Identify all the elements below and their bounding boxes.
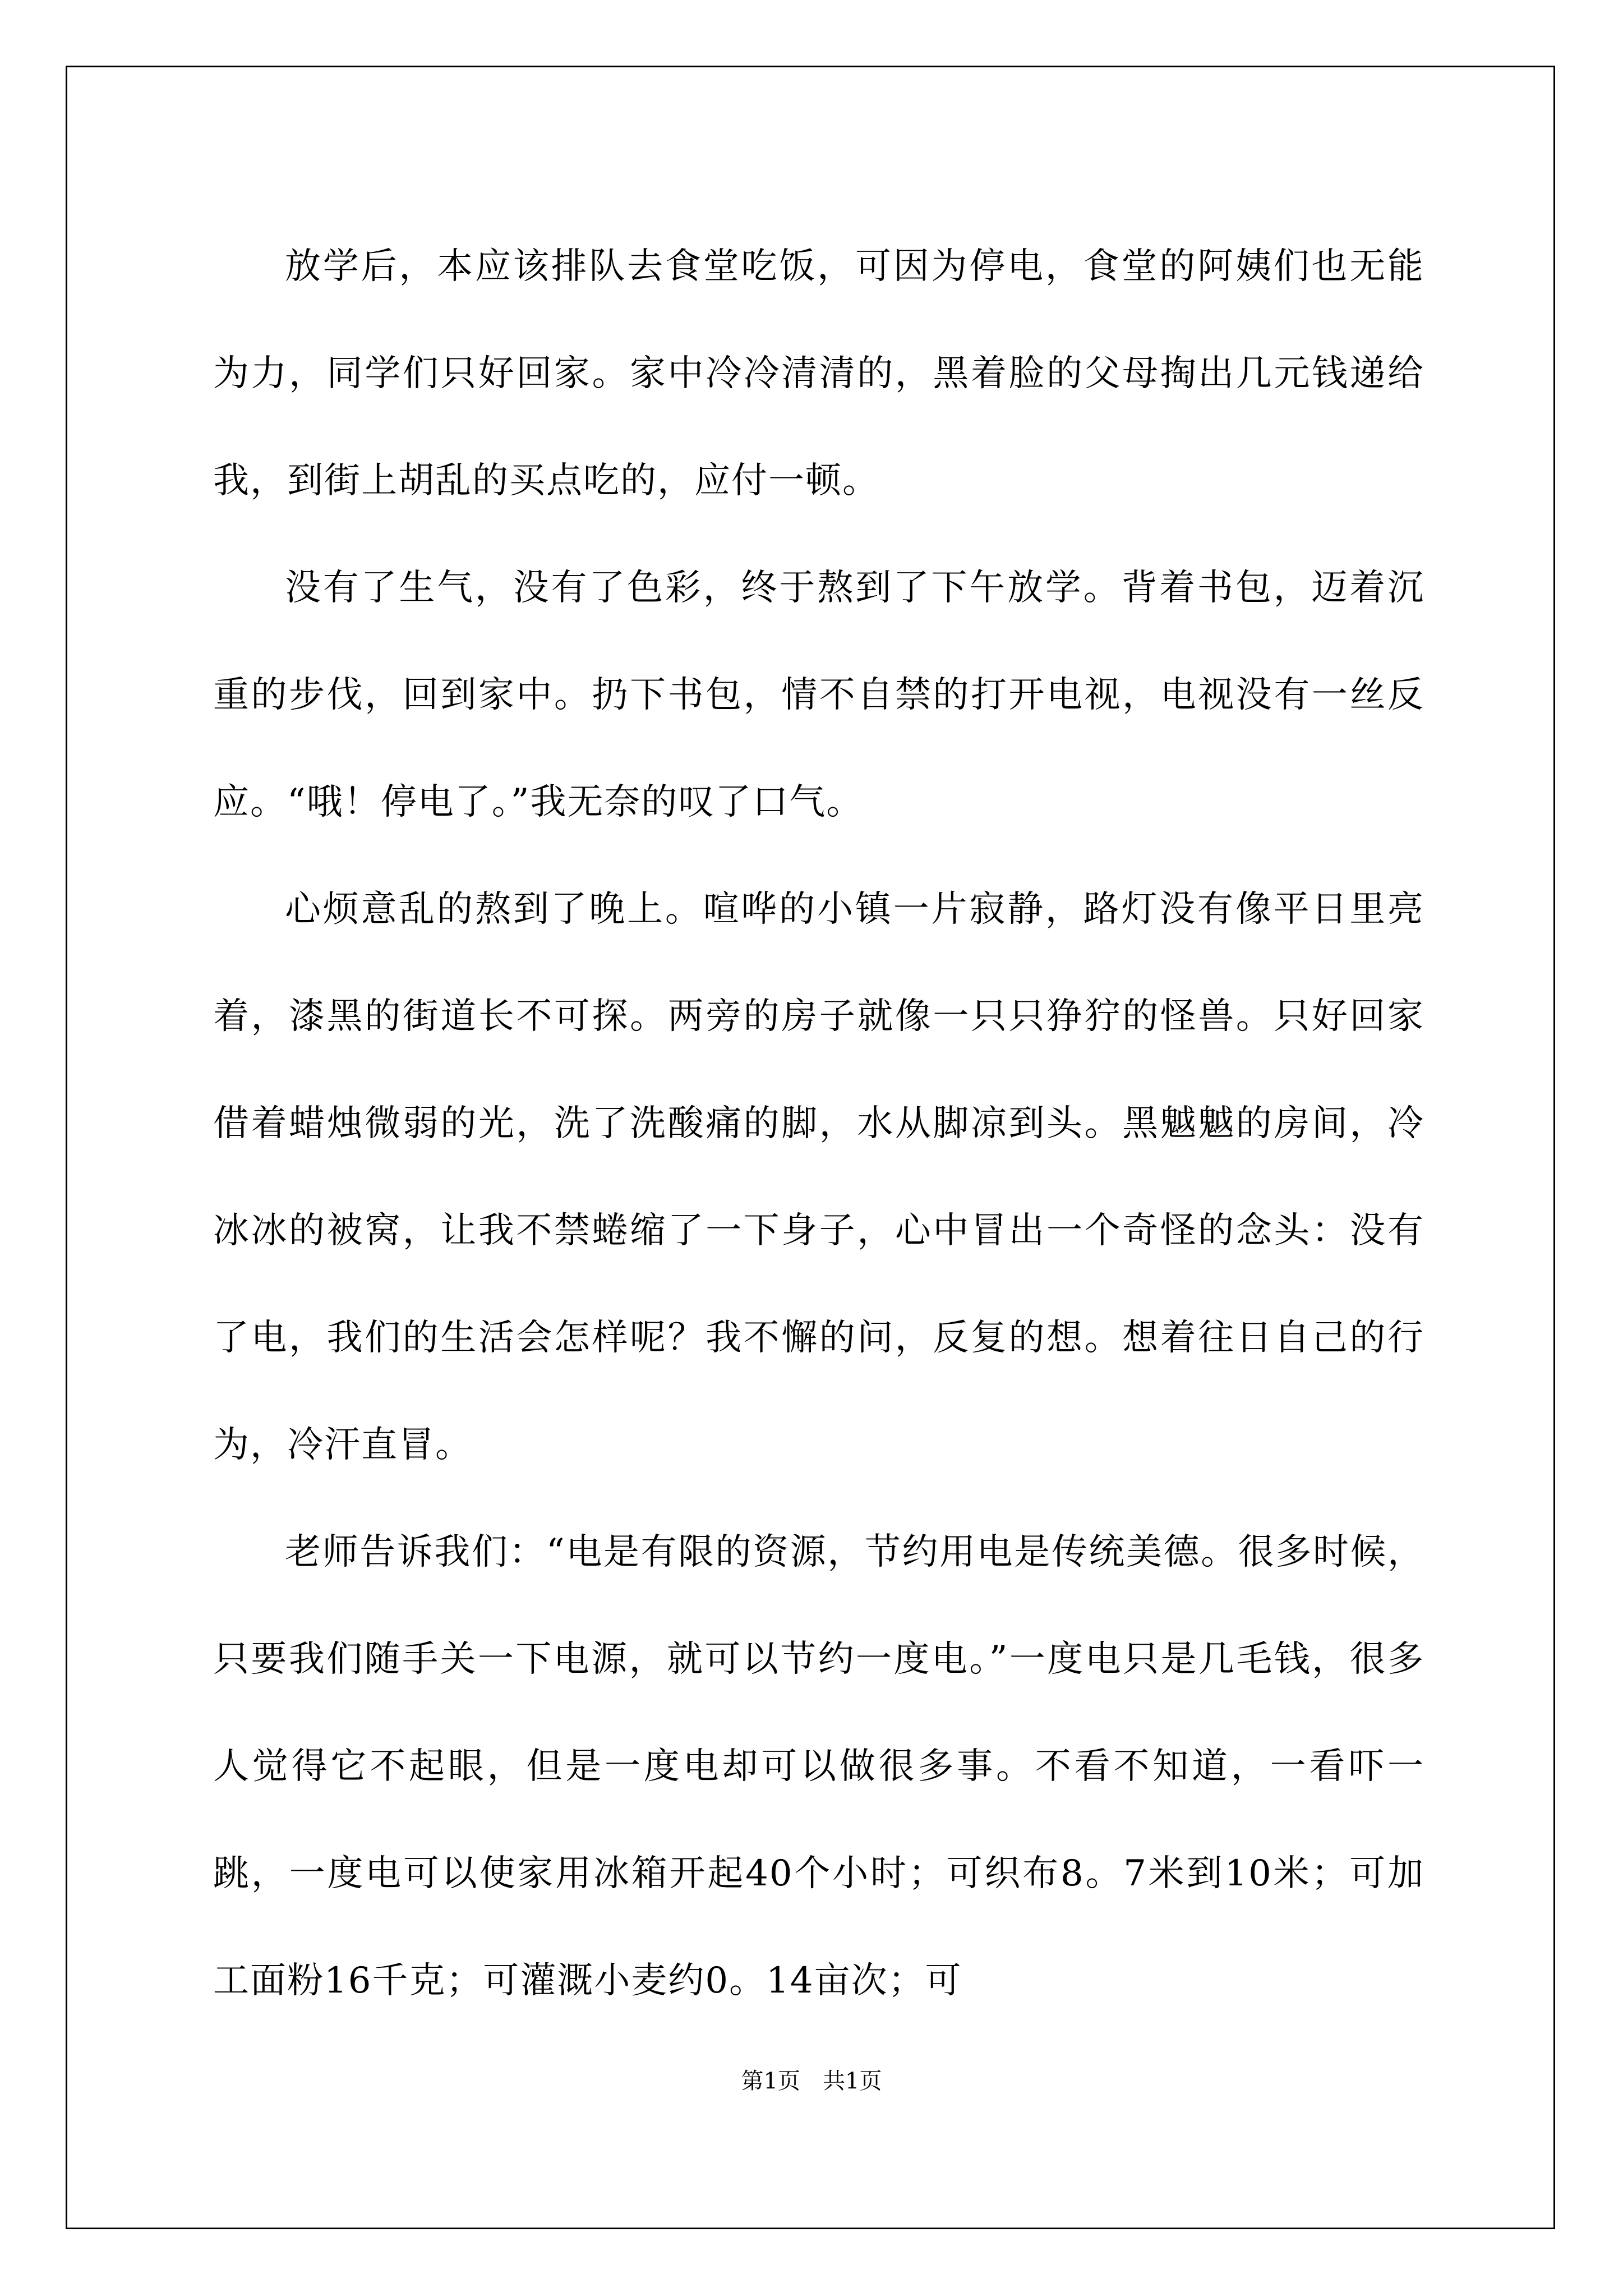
paragraph-3: 心烦意乱的熬到了晚上。喧哗的小镇一片寂静，路灯没有像平日里亮着，漆黑的街道长不可探。两旁的房子就像一只只狰狞的怪兽。只好回家借着蜡烛微弱的光，洗了洗酸痛的脚，水从脚凉到头。黑魆魆的房间，冷冰冰的被窝，让我不禁蜷缩了一下身子，心中冒出一个奇怪的念头：没有了电，我们的生活会怎样呢？我不懈的问，反复的想。想着往日自己的行为，冷汗直冒。 [213,889,1424,1466]
page-number-footer: 第1页 共1页 [741,2068,882,2094]
paragraph-1: 放学后，本应该排队去食堂吃饭，可因为停电，食堂的阿姨们也无能为力，同学们只好回家。家中冷冷清清的，黑着脸的父母掏出几元钱递给我，到街上胡乱的买点吃的，应付一顿。 [213,246,1424,501]
paragraph-2: 没有了生气，没有了色彩，终于熬到了下午放学。背着书包，迈着沉重的步伐，回到家中。扔下书包，情不自禁的打开电视，电视没有一丝反应。“哦！停电了。”我无奈的叹了口气。 [213,567,1424,823]
document-body [213,213,1424,2035]
paragraph-4: 老师告诉我们：“电是有限的资源，节约用电是传统美德。很多时候，只要我们随手关一下电源，就可以节约一度电。”一度电只是几毛钱，很多人觉得它不起眼，但是一度电却可以做很多事。不看不知道，一看吓一跳，一度电可以使家用冰箱开起40个小时；可织布8。7米到10米；可加工面粉16千克；可灌溉小麦约0。14亩次；可 [213,1531,1424,2001]
